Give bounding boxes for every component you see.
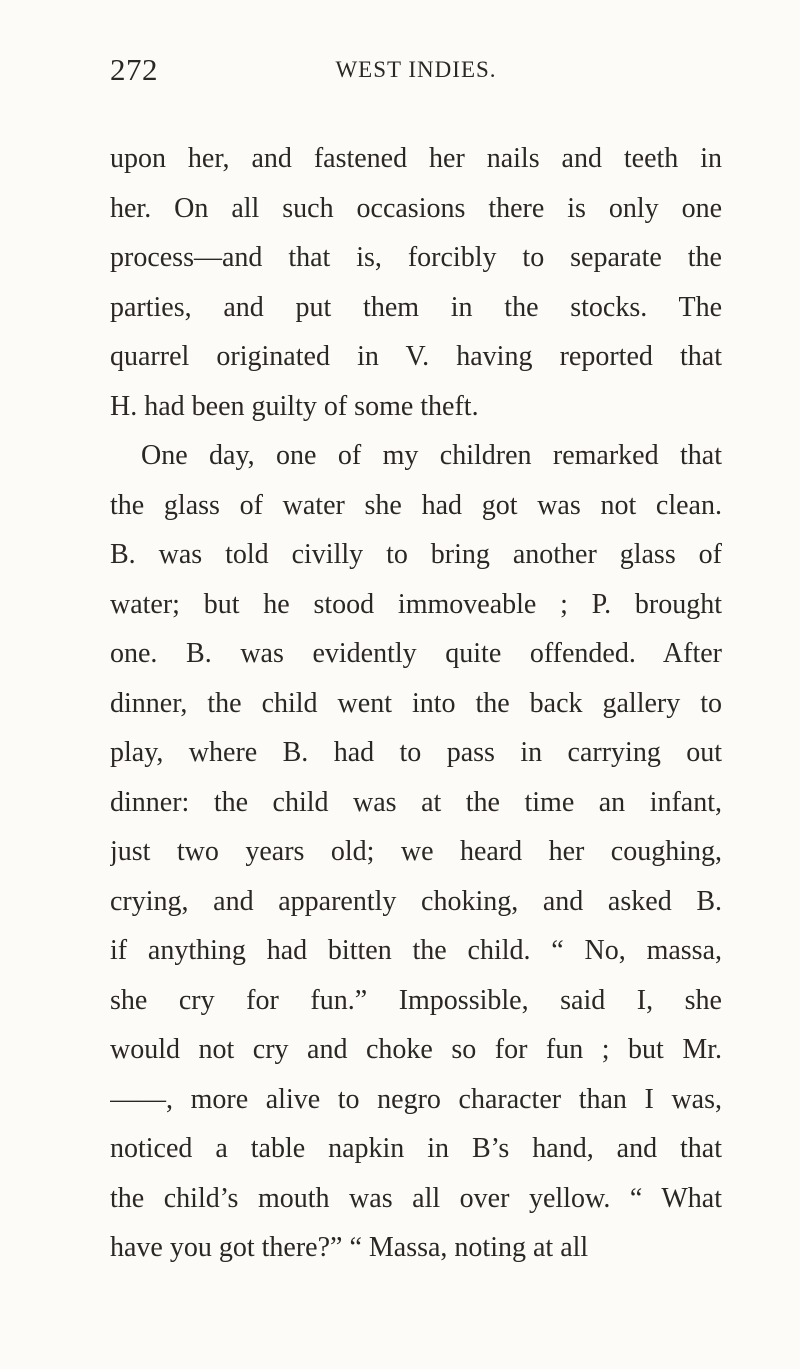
body-text [110, 134, 722, 1273]
text-line: upon her, and fastened her nails and teeth in [110, 143, 722, 174]
running-title: WEST INDIES. [335, 57, 497, 82]
text-line: dinner: the child was at the time an infant, [110, 786, 722, 818]
text-line: crying, and apparently choking, and asked B. [110, 885, 722, 917]
text-line: if anything had bitten the child. “ No, massa, [110, 935, 722, 966]
text-line: would not cry and choke so for fun ; but Mr. [110, 1034, 722, 1065]
text-line: her. On all such occasions there is only one [110, 192, 722, 224]
text-line: the child’s mouth was all over yellow. “ What [110, 1182, 722, 1214]
text-line: dinner, the child went into the back gallery to [110, 687, 722, 719]
text-line: have you got there?” “ Massa, noting at all [110, 1232, 589, 1263]
text-line: One day, one of my children remarked that [141, 440, 722, 471]
text-line: B. was told civilly to bring another glass of [110, 539, 722, 570]
page-number: 272 [110, 52, 158, 87]
text-line: she cry for fun.” Impossible, said I, she [110, 984, 722, 1016]
text-line: quarrel originated in V. having reported that [110, 341, 722, 372]
text-line: noticed a table napkin in B’s hand, and that [110, 1133, 722, 1164]
text-line: the glass of water she had got was not clean. [110, 489, 722, 521]
text-line: H. had been guilty of some theft. [110, 390, 479, 422]
text-line: one. B. was evidently quite offended. After [110, 638, 722, 669]
text-line: process—and that is, forcibly to separate the [110, 242, 722, 273]
text-line: play, where B. had to pass in carrying out [110, 737, 722, 768]
text-line: just two years old; we heard her coughing, [110, 836, 722, 867]
text-line: parties, and put them in the stocks. The [110, 291, 722, 323]
running-head [110, 52, 722, 96]
text-line: water; but he stood immoveable ; P. brought [110, 588, 722, 620]
text-line: ——, more alive to negro character than I was, [110, 1083, 722, 1115]
